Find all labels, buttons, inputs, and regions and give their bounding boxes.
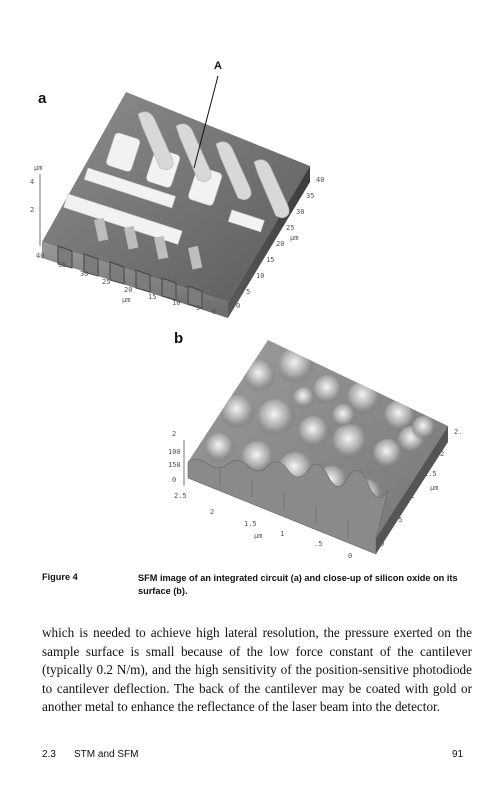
figure-b-z-tick: 100 [168, 448, 181, 456]
figure-a-y-tick: 25 [286, 224, 295, 232]
figure-a-x-tick: 30 [80, 270, 89, 278]
figure-b-y-tick: .5 [394, 516, 403, 524]
figure-a-y-tick: 15 [266, 256, 275, 264]
figure-a-x-tick: 40 [36, 252, 45, 260]
body-paragraph: which is needed to achieve high lateral resolution, the pressure exerted on the sample surface is small because of the low force constant of the cantilever (typically 0.2 N/m), and the high sensitivity of the position-sensitive photodiode to cantilever deflection. The back of the cantilever may be coated with gold or another metal to enhance the reflectance of the laser beam into the detector. [42, 625, 472, 715]
figure-caption-text: SFM image of an integrated circuit (a) and close-up of silicon oxide on its surface (b). [138, 573, 458, 596]
page-number: 91 [452, 749, 464, 760]
figure-b-z-tick: 150 [168, 461, 181, 469]
figure-b-y-tick: 2. [454, 428, 463, 436]
figure-a-x-tick: 35 [58, 261, 67, 269]
figure-a-z-tick: 2 [30, 206, 35, 214]
figure-b-x-tick: 1 [280, 530, 285, 538]
figure-a-x-tick: 15 [148, 293, 157, 301]
figure-caption-label: Figure 4 [42, 572, 78, 582]
figure-b-x-tick: .5 [314, 540, 323, 548]
figure-a-x-tick: 0 [212, 308, 217, 316]
figure-a-surface-plot [28, 70, 338, 320]
figure-a-y-tick: 35 [306, 192, 315, 200]
figure-a-x-unit: µm [122, 296, 131, 304]
figure-b-front-wall [188, 459, 388, 554]
figure-a-y-unit: µm [290, 234, 299, 242]
figure-b-x-unit: µm [254, 532, 263, 540]
figure-b-x-tick: 0 [348, 552, 353, 560]
figure-a-y-tick: 0 [236, 302, 241, 310]
figure-a-x-tick: 5 [196, 304, 201, 312]
footer-section-number: 2.3 [42, 749, 56, 760]
figure-b-z-tick: 0 [172, 476, 177, 484]
figure-b-y-unit: µm [430, 484, 439, 492]
figure-b-panel-label: b [174, 330, 184, 347]
figure-a-x-tick: 10 [172, 299, 181, 307]
figure-a-x-tick: 20 [124, 286, 133, 294]
figure-b-x-tick: 2 [210, 508, 215, 516]
figure-b-x-tick: 1.5 [244, 520, 257, 528]
figure-a-y-tick: 10 [256, 272, 265, 280]
figure-b-z-tick: 2 [172, 430, 177, 438]
figure-a-y-tick: 5 [246, 288, 251, 296]
figure-a-z-tick: 4 [30, 178, 35, 186]
figure-b-y-tick: 0 [380, 540, 385, 548]
figure-a-y-tick: 40 [316, 176, 325, 184]
figure-a-y-tick: 20 [276, 240, 285, 248]
figure-a-annotation-label: A [214, 60, 222, 72]
figure-b-x-tick: 2.5 [174, 492, 187, 500]
figure-a-x-tick: 25 [102, 278, 111, 286]
figure-b-y-tick: 2 [440, 450, 445, 458]
figure-a-y-tick: 30 [296, 208, 305, 216]
figure-b-surface-plot [168, 336, 468, 562]
figure-b-y-tick: 1.5 [424, 470, 437, 478]
footer-section-title: STM and SFM [74, 749, 139, 760]
figure-a-z-unit: µm [34, 164, 43, 172]
figure-b-y-tick: 1 [410, 492, 415, 500]
figure-a-panel-label: a [38, 90, 47, 107]
